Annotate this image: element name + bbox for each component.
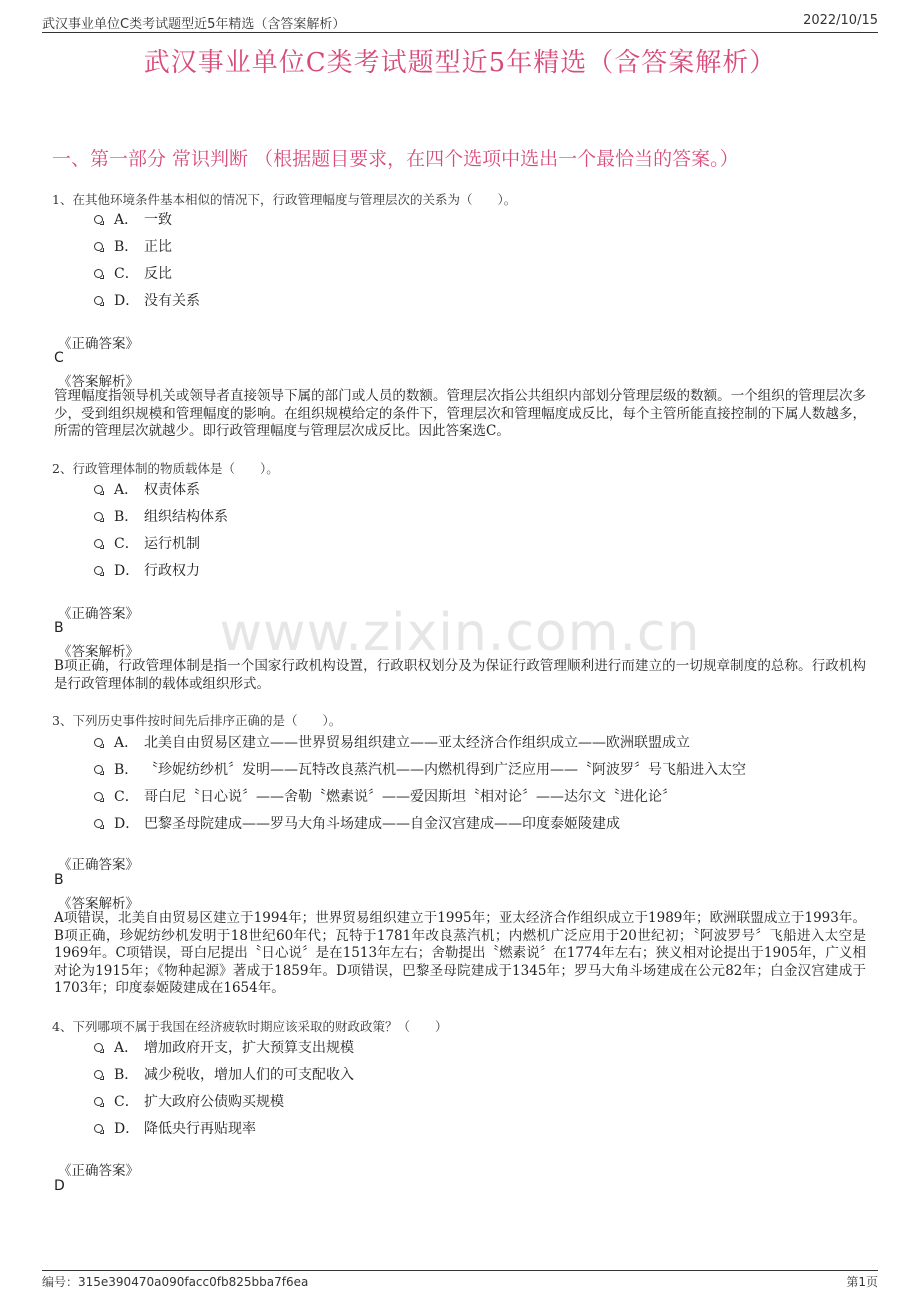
footer-page-number: 第1页 — [846, 1275, 878, 1289]
question-1-explanation: 管理幅度指领导机关或领导者直接领导下属的部门或人员的数额。管理层次指公共组织内部划分管理层级的数额。一个组织的管理层次多少，受到组织规模和管理幅度的影响。在组织规模给定的条件下，管理层次和管理幅度成反比，每个主管所能直接控制的下属人数越多，所需的管理层次就越少。即行政管理幅度与管理层次成反比。因此答案选C。 — [54, 388, 866, 439]
section-heading: 一、第一部分 常识判断 （根据题目要求，在四个选项中选出一个最恰当的答案。） — [52, 148, 739, 170]
document-title: 武汉事业单位C类考试题型近5年精选（含答案解析） — [143, 48, 777, 78]
page-footer — [42, 1270, 878, 1291]
radio-icon[interactable] — [94, 792, 103, 801]
radio-icon[interactable] — [94, 1097, 103, 1106]
radio-icon[interactable] — [94, 765, 103, 774]
radio-icon[interactable] — [94, 512, 103, 521]
question-3-explanation: A项错误，北美自由贸易区建立于1994年；世界贸易组织建立于1995年；亚太经济合作组织成立于1989年；欧洲联盟成立于1993年。B项正确，珍妮纺纱机发明于18世纪60年代；瓦特于1781年改良蒸汽机；内燃机广泛应用于20世纪初；〝阿波罗号〞飞船进入太空是1969年。C项错误，哥白尼提出〝日心说〞是在1513年左右；舍勒提出〝燃素说〞在1774年左右；狭义相对论提出于1905年，广义相对论为1915年；《物种起源》著成于1859年。D项错误，巴黎圣母院建成于1345年；罗马大角斗场建成在公元82年；白金汉宫建成于1703年；印度泰姬陵建成在1654年。 — [54, 910, 866, 996]
question-1-answer: C — [54, 350, 64, 366]
radio-icon[interactable] — [94, 1070, 103, 1079]
radio-icon[interactable] — [94, 242, 103, 251]
question-2-explanation: B项正确，行政管理体制是指一个国家行政机构设置，行政职权划分及为保证行政管理顺利进行而建立的一切规章制度的总称。行政机构是行政管理体制的载体或组织形式。 — [54, 658, 866, 692]
radio-icon[interactable] — [94, 1043, 103, 1052]
question-2-stem: 2、行政管理体制的物质载体是（ ）。 — [52, 461, 279, 476]
radio-icon[interactable] — [94, 738, 103, 747]
header-doc-title: 武汉事业单位C类考试题型近5年精选（含答案解析） — [42, 17, 346, 32]
question-4-stem: 4、下列哪项不属于我国在经济疲软时期应该采取的财政政策？（ ） — [52, 1019, 448, 1034]
radio-icon[interactable] — [94, 539, 103, 548]
radio-icon[interactable] — [94, 485, 103, 494]
question-1-stem: 1、在其他环境条件基本相似的情况下，行政管理幅度与管理层次的关系为（ ）。 — [52, 192, 517, 207]
radio-icon[interactable] — [94, 296, 103, 305]
question-2-answer-label: 《正确答案》 — [58, 606, 139, 622]
radio-icon[interactable] — [94, 215, 103, 224]
question-4-answer: D — [54, 1178, 65, 1194]
footer-doc-id: 编号：315e390470a090facc0fb825bba7f6ea — [42, 1275, 309, 1289]
question-3-explanation-label: 《答案解析》 — [58, 896, 139, 912]
radio-icon[interactable] — [94, 566, 103, 575]
radio-icon[interactable] — [94, 1124, 103, 1133]
question-3-answer-label: 《正确答案》 — [58, 857, 139, 873]
question-2-explanation-label: 《答案解析》 — [58, 644, 139, 660]
question-3-stem: 3、下列历史事件按时间先后排序正确的是（ ）。 — [52, 713, 342, 728]
page-header — [42, 10, 878, 33]
question-3-answer: B — [54, 872, 64, 888]
watermark: www.zixin.com.cn — [219, 603, 701, 663]
header-date: 2022/10/15 — [803, 13, 878, 28]
question-1-answer-label: 《正确答案》 — [58, 336, 139, 352]
question-1-explanation-label: 《答案解析》 — [58, 374, 139, 390]
radio-icon[interactable] — [94, 819, 103, 828]
question-2-answer: B — [54, 620, 64, 636]
radio-icon[interactable] — [94, 269, 103, 278]
question-4-answer-label: 《正确答案》 — [58, 1163, 139, 1179]
